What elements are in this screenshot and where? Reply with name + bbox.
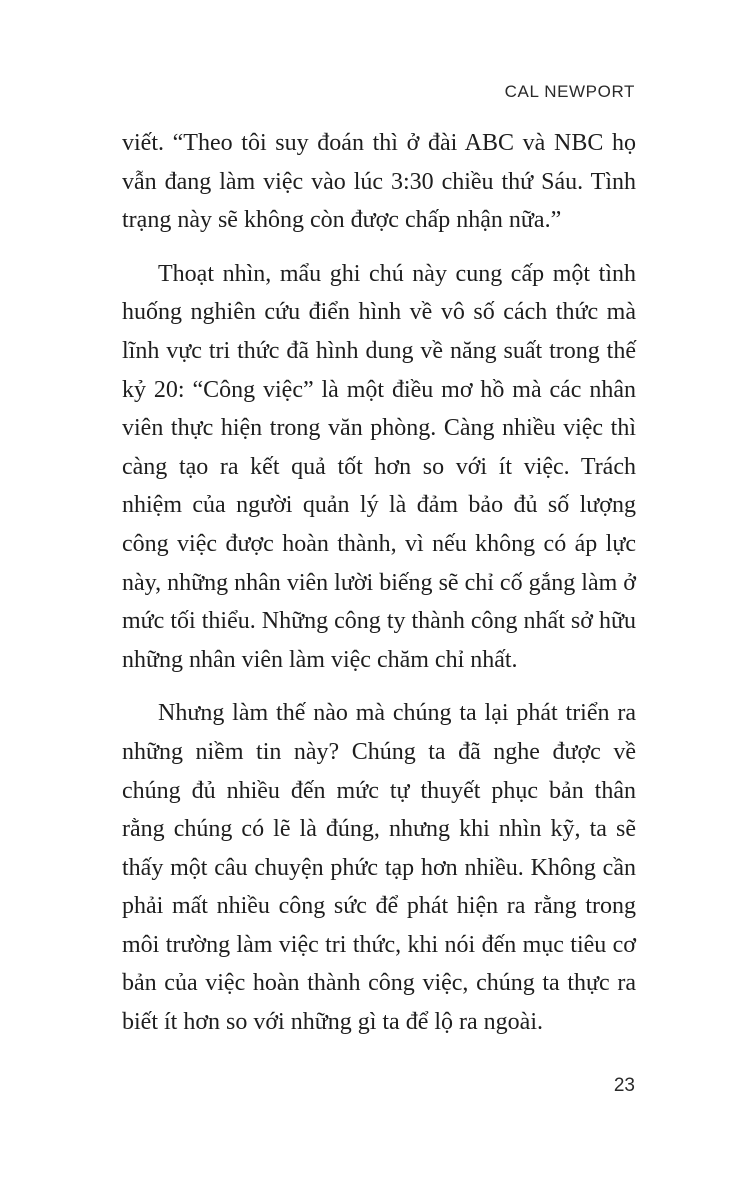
paragraph-beliefs: Nhưng làm thế nào mà chúng ta lại phát triển ra những niềm tin này? Chúng ta đã nghe được về chúng đủ nhiều đến mức tự thuyết phục bản thân rằng chúng có lẽ là đúng, nhưng khi nhìn kỹ, ta sẽ thấy một câu chuyện phức tạp hơn nhiều. Không cần phải mất nhiều công sức để phát hiện ra rằng trong môi trường làm việc tri thức, khi nói đến mục tiêu cơ bản của việc hoàn thành công việc, chúng ta thực ra biết ít hơn so với những gì ta để lộ ra ngoài. (122, 700, 636, 1036)
page-number: 23 (613, 1075, 635, 1096)
running-header-author: CAL NEWPORT (504, 82, 635, 101)
body-text (122, 124, 636, 1042)
paragraph-productivity-memo: Thoạt nhìn, mẩu ghi chú này cung cấp một tình huống nghiên cứu điển hình về vô số cách thức mà lĩnh vực tri thức đã hình dung về năng suất trong thế kỷ 20: “Công việc” là một điều mơ hồ mà các nhân viên thực hiện trong văn phòng. Càng nhiều việc thì càng tạo ra kết quả tốt hơn so với ít việc. Trách nhiệm của người quản lý là đảm bảo đủ số lượng công việc được hoàn thành, vì nếu không có áp lực này, những nhân viên lười biếng sẽ chỉ cố gắng làm ở mức tối thiểu. Những công ty thành công nhất sở hữu những nhân viên làm việc chăm chỉ nhất. (122, 260, 636, 673)
paragraph-continuation: viết. “Theo tôi suy đoán thì ở đài ABC và NBC họ vẫn đang làm việc vào lúc 3:30 chiều thứ Sáu. Tình trạng này sẽ không còn được chấp nhận nữa.” (122, 130, 636, 234)
